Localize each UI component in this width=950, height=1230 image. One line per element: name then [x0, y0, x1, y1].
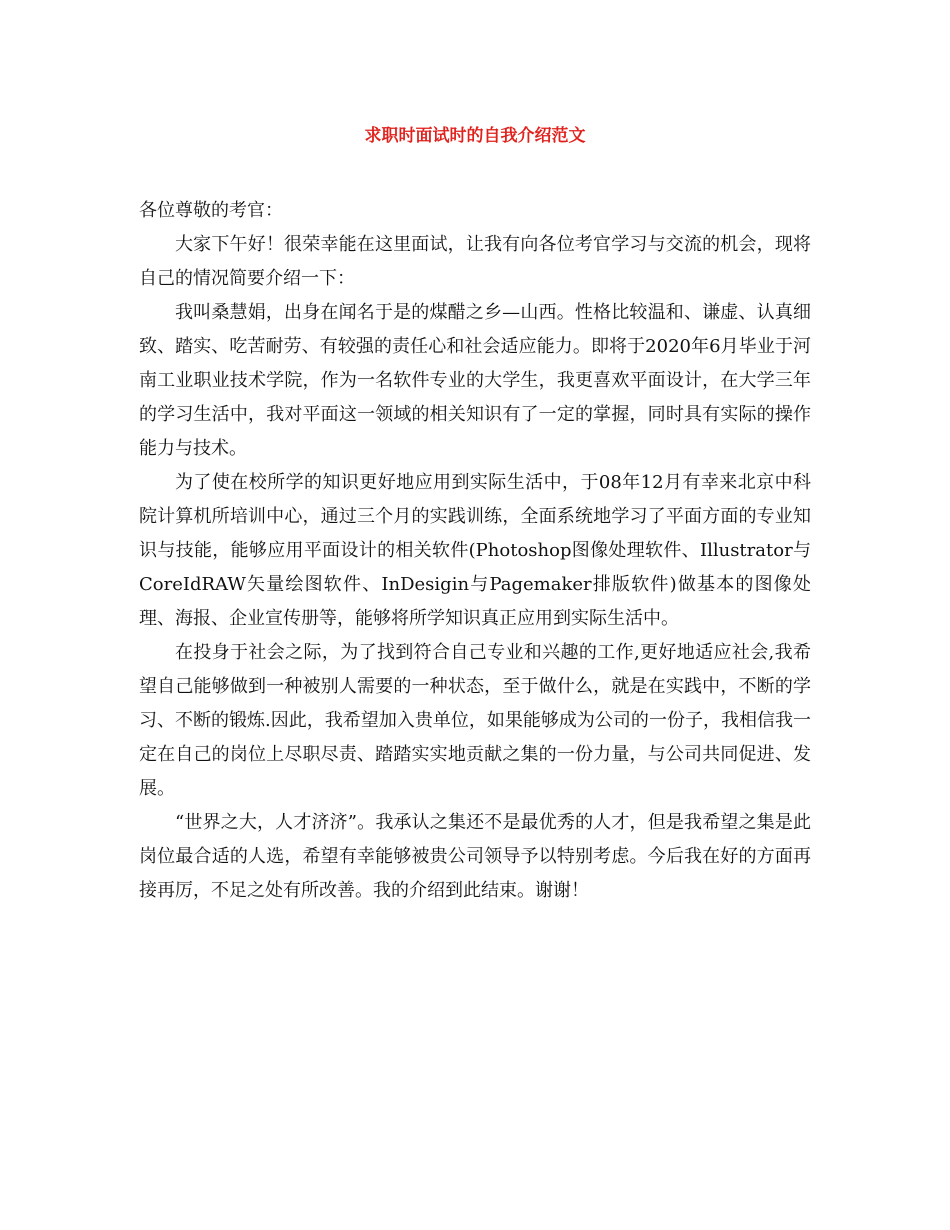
paragraph-training: 为了使在校所学的知识更好地应用到实际生活中，于08年12月有幸来北京中科院计算机所培训中心，通过三个月的实践训练，全面系统地学习了平面方面的专业知识与技能，能够应用平面设计的相关软件(Photoshop图像处理软件、Illustrator与CoreIdRAW矢量绘图软件、InDesigin与Pagemaker排版软件)做基本的图像处理、海报、企业宣传册等，能够将所学知识真正应用到实际生活中。 — [139, 472, 811, 629]
paragraph-background: 我叫桑慧娟，出身在闻名于是的煤醋之乡—山西。性格比较温和、谦虚、认真细致、踏实、吃苦耐劳、有较强的责任心和社会适应能力。即将于2020年6月毕业于河南工业职业技术学院，作为一名软件专业的大学生，我更喜欢平面设计，在大学三年的学习生活中，我对平面这一领域的相关知识有了一定的掌握，同时具有实际的操作能力与技术。 — [139, 302, 811, 459]
paragraph-opening: 大家下午好！很荣幸能在这里面试，让我有向各位考官学习与交流的机会，现将自己的情况简要介绍一下： — [139, 234, 811, 289]
document-title: 求职时面试时的自我介绍范文 — [364, 126, 586, 146]
document-body — [139, 194, 811, 908]
paragraph-closing: “世界之大，人才济济”。我承认之集还不是最优秀的人才，但是我希望之集是此岗位最合适的人选，希望有幸能够被贵公司领导予以特别考虑。今后我在好的方面再接再厉，不足之处有所改善。我的介绍到此结束。谢谢！ — [139, 812, 811, 901]
paragraph-aspiration: 在投身于社会之际，为了找到符合自己专业和兴趣的工作,更好地适应社会,我希望自己能够做到一种被别人需要的一种状态，至于做什么，就是在实践中，不断的学习、不断的锻炼.因此，我希望加入贵单位，如果能够成为公司的一份子，我相信我一定在自己的岗位上尽职尽责、踏踏实实地贡献之集的一份力量，与公司共同促进、发展。 — [139, 642, 811, 799]
greeting-line: 各位尊敬的考官： — [139, 200, 283, 221]
